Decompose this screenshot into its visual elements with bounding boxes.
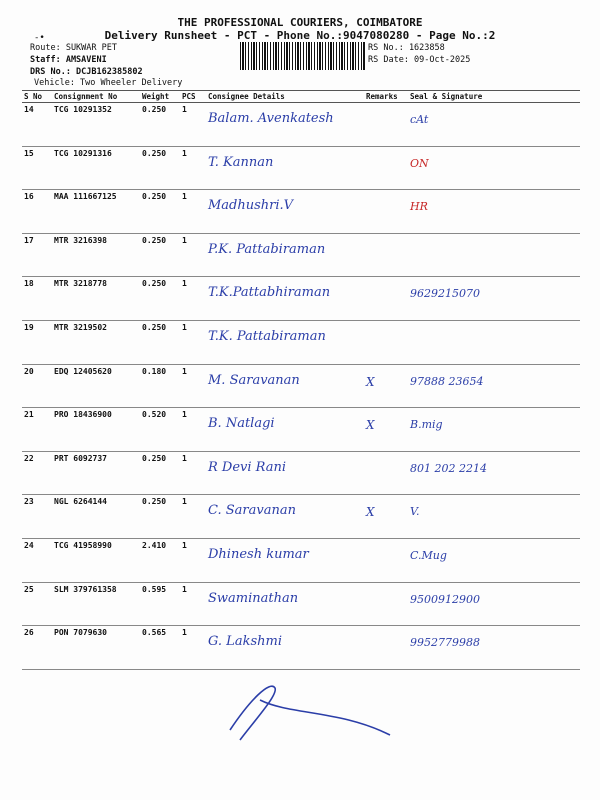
row-weight: 0.565 (142, 628, 167, 638)
row-sno: 15 (24, 148, 34, 158)
table-row (22, 495, 580, 539)
row-weight: 0.250 (142, 497, 167, 507)
rs-date: RS Date: 09-Oct-2025 (368, 55, 471, 65)
row-sno: 19 (24, 322, 34, 332)
table-row (22, 190, 580, 234)
row-remark (366, 628, 406, 636)
row-weight: 0.250 (142, 279, 167, 289)
row-signature: ON (410, 156, 429, 170)
table-row (22, 538, 580, 582)
row-sno: 23 (24, 497, 34, 507)
row-consignee: Madhushri.V (208, 198, 294, 214)
row-remark (366, 454, 406, 462)
col-remarks: Remarks (364, 91, 408, 103)
row-sno: 25 (24, 584, 34, 594)
vehicle-label: Vehicle: Two Wheeler Delivery (34, 78, 183, 88)
row-signature: 9500912900 (410, 592, 480, 606)
row-consignment: TCG 10291352 (54, 105, 112, 114)
row-pcs: 1 (182, 540, 187, 550)
table-header-row (22, 91, 580, 103)
row-weight: 0.180 (142, 366, 167, 376)
row-consignment: PRO 18436900 (54, 410, 112, 420)
row-signature: HR (410, 200, 428, 214)
col-weight: Weight (140, 91, 180, 103)
row-pcs: 1 (182, 628, 187, 638)
row-consignee: T. Kannan (208, 154, 274, 170)
table-row (22, 408, 580, 452)
row-consignment: TCG 41958990 (54, 540, 112, 550)
header-mark: -• (34, 33, 45, 43)
row-weight: 0.595 (142, 584, 167, 594)
row-weight: 0.250 (142, 148, 167, 158)
row-pcs: 1 (182, 410, 187, 420)
row-sno: 24 (24, 540, 34, 550)
col-pcs: PCS (180, 91, 206, 103)
row-pcs: 1 (182, 497, 187, 507)
row-pcs: 1 (182, 453, 187, 463)
row-sno: 21 (24, 410, 34, 420)
row-consignment: MTR 3219502 (54, 322, 107, 332)
row-remark (366, 323, 406, 331)
row-remark (366, 192, 406, 200)
page-subtitle: Delivery Runsheet - PCT - Phone No.:9047080280 - Page No.:2 (104, 29, 496, 42)
table-row (22, 582, 580, 626)
row-signature: V. (410, 505, 420, 519)
row-weight: 0.520 (142, 410, 167, 420)
row-signature: 9629215070 (410, 287, 480, 301)
barcode-image (240, 42, 366, 70)
runsheet-table (22, 90, 580, 670)
row-pcs: 1 (182, 366, 187, 376)
row-remark (366, 585, 406, 593)
row-consignee: P.K. Pattabiraman (208, 241, 326, 257)
row-remark: X (366, 505, 375, 520)
table-row (22, 364, 580, 408)
row-consignment: EDQ 12405620 (54, 366, 112, 376)
row-signature (410, 323, 578, 331)
route-label: Route: SUKWAR PET (30, 43, 117, 53)
row-consignee: Balam. Avenkatesh (208, 111, 334, 126)
row-remark (366, 105, 406, 113)
footer-signature (200, 660, 400, 750)
row-pcs: 1 (182, 279, 187, 289)
row-pcs: 1 (182, 148, 187, 158)
row-consignment: TCG 10291316 (54, 148, 112, 158)
row-consignee: G. Lakshmi (208, 634, 282, 650)
row-sno: 14 (24, 105, 34, 114)
row-sno: 16 (24, 192, 34, 202)
row-remark (366, 279, 406, 287)
row-pcs: 1 (182, 322, 187, 332)
row-weight: 0.250 (142, 453, 167, 463)
row-consignment: MTR 3216398 (54, 235, 107, 245)
row-consignment: MAA 111667125 (54, 192, 117, 202)
row-signature: C.Mug (410, 548, 447, 562)
row-consignment: PON 7079630 (54, 628, 107, 638)
row-consignee: M. Saravanan (208, 372, 300, 388)
table-row (22, 103, 580, 147)
row-consignee: R Devi Rani (208, 459, 287, 475)
col-signature: Seal & Signature (408, 91, 580, 103)
row-consignment: SLM 379761358 (54, 584, 117, 594)
row-remark (366, 149, 406, 157)
row-pcs: 1 (182, 192, 187, 202)
table-row (22, 277, 580, 321)
row-remark: X (366, 418, 375, 433)
row-consignee: Dhinesh kumar (208, 546, 309, 562)
row-consignee: B. Natlagi (208, 416, 275, 432)
row-signature: 801 202 2214 (410, 461, 487, 475)
drs-label: DRS No.: DCJB162385802 (30, 67, 143, 77)
row-sno: 22 (24, 453, 34, 463)
row-sno: 18 (24, 279, 34, 289)
row-pcs: 1 (182, 235, 187, 245)
row-sno: 20 (24, 366, 34, 376)
table-row (22, 320, 580, 364)
table-row (22, 146, 580, 190)
row-remark (366, 541, 406, 549)
row-sno: 17 (24, 235, 34, 245)
row-pcs: 1 (182, 584, 187, 594)
row-weight: 0.250 (142, 105, 167, 114)
row-consignee: T.K.Pattabhiraman (208, 285, 331, 301)
row-signature (410, 236, 578, 244)
col-consignee: Consignee Details (206, 91, 364, 103)
row-remark (366, 236, 406, 244)
row-signature: 9952779988 (410, 636, 480, 650)
row-signature: cAt (410, 113, 429, 126)
row-consignee: Swaminathan (208, 590, 299, 606)
row-pcs: 1 (182, 105, 187, 114)
row-consignment: NGL 6264144 (54, 497, 107, 507)
row-signature: 97888 23654 (410, 374, 484, 388)
row-sno: 26 (24, 628, 34, 638)
row-consignee: C. Saravanan (208, 503, 296, 519)
staff-label: Staff: AMSAVENI (30, 55, 107, 65)
row-weight: 0.250 (142, 235, 167, 245)
page-title: THE PROFESSIONAL COURIERS, COIMBATORE (177, 16, 423, 29)
row-consignee: T.K. Pattabiraman (208, 328, 326, 344)
row-weight: 2.410 (142, 540, 167, 550)
row-weight: 0.250 (142, 322, 167, 332)
row-remark: X (366, 374, 375, 389)
table-row (22, 451, 580, 495)
row-signature: B.mig (410, 418, 443, 432)
table-row (22, 233, 580, 277)
rs-number: RS No.: 1623858 (368, 43, 445, 53)
row-consignment: PRT 6092737 (54, 453, 107, 463)
col-consignment: Consignment No (52, 91, 140, 103)
col-sno: S No (22, 91, 52, 103)
row-weight: 0.250 (142, 192, 167, 202)
row-consignment: MTR 3218778 (54, 279, 107, 289)
